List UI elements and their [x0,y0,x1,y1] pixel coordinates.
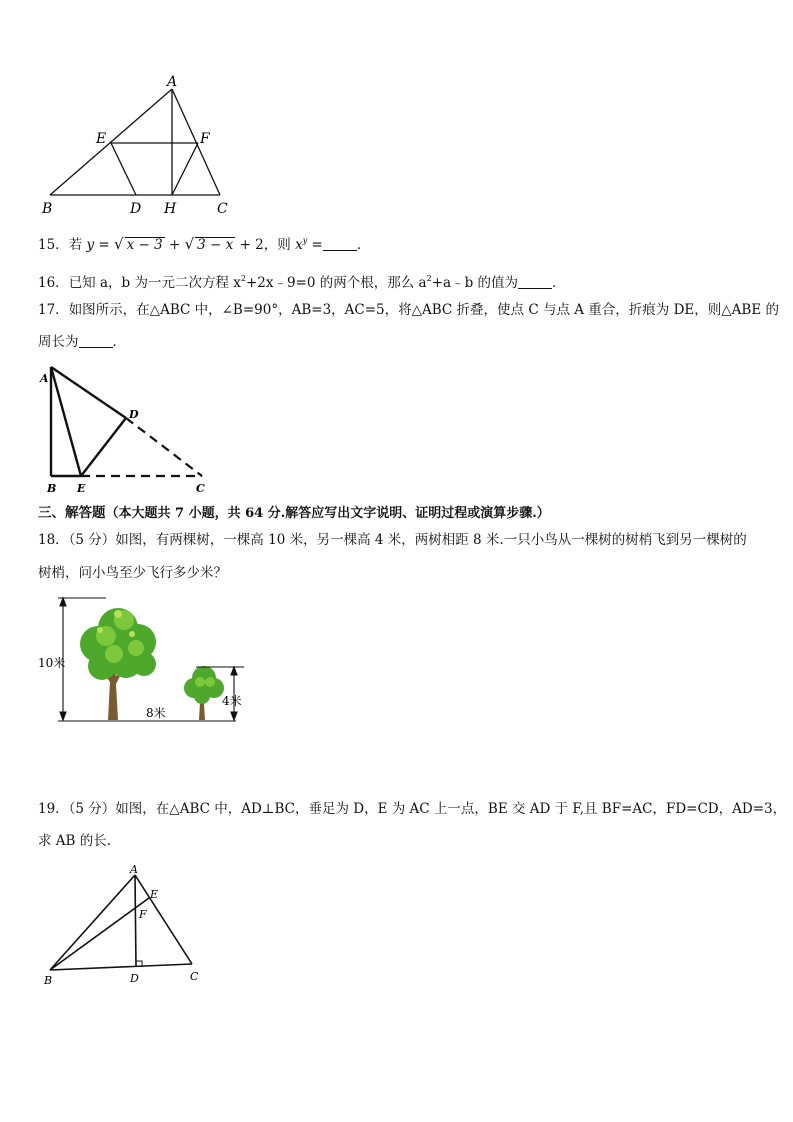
fig2-label-e: E [77,482,86,495]
fig2-label-b: B [47,482,57,495]
figure-altitude-triangle [38,862,218,990]
tree-icon [184,666,224,720]
fig2-label-c: C [196,482,205,495]
figure-folded-triangle [36,362,214,498]
radicand-2: 3 − x [197,237,234,253]
fig1-label-h: H [164,201,177,217]
figure-triangle-efdh [38,72,248,220]
dim-label-right: 4米 [222,694,242,708]
sqrt-sign: √ [114,235,124,253]
fig1-label-e: E [96,131,107,147]
sqrt-sign: √ [184,235,195,253]
fig4-label-e: E [150,888,159,901]
fig4-label-d: D [130,972,139,985]
question-18-line-1: 18．（5 分）如图，有两棵树，一棵高 10 米，另一棵高 4 米，两树相距 8 米.一只小鸟从一棵树的树梢飞到另一棵树的 [38,532,747,548]
fig4-label-a: A [130,863,138,876]
radicand-1: x − 3 [126,237,163,253]
answer-blank-17[interactable] [79,333,113,348]
question-19-line-2: 求 AB 的长. [38,833,112,849]
tree-icon [80,608,156,720]
fig4-label-b: B [44,974,53,987]
fig1-label-c: C [217,201,228,217]
section-heading: 三、解答题（本大题共 7 小题，共 64 分.解答应写出文字说明、证明过程或演算步骤.） [38,505,550,521]
dim-label-bottom: 8米 [146,706,166,720]
fig2-label-a: A [40,372,49,385]
answer-blank-16[interactable] [518,274,552,289]
question-16: 16．已知 a，b 为一元二次方程 $x^2+2x﹣9=0$ 的两个根，那么 $a^2+a﹣b$ 的值为 ． [38,274,566,291]
question-19-line-1: 19．（5 分）如图，在△ABC 中，AD⊥BC，垂足为 D，E 为 AC 上一点，BE 交 AD 于 F,且 BF=AC，FD=CD，AD=3， [38,801,787,817]
question-17-line-1: 17．如图所示，在△ABC 中，∠B=90°，AB=3，AC=5，将△ABC 折叠，使点 C 与点 A 重合，折痕为 DE，则△ABE 的 [38,302,779,318]
dim-label-left: 10米 [38,656,66,670]
fig4-label-c: C [190,970,199,983]
question-15: 15．若 y = √ x − 3 + √ 3 − x + 2，则 $x^y$ = ． [38,235,371,253]
fig1-label-f: F [200,131,210,147]
answer-blank-15[interactable] [323,236,357,251]
fig1-label-d: D [130,201,142,217]
question-17-line-2: 周长为 ． [38,334,126,350]
figure-two-trees [36,590,266,730]
fig2-label-d: D [129,408,139,421]
fig4-label-f: F [139,908,147,921]
fig1-label-b: B [42,201,53,217]
question-18-line-2: 树梢，问小鸟至少飞行多少米？ [38,565,227,581]
fig1-label-a: A [167,74,178,90]
